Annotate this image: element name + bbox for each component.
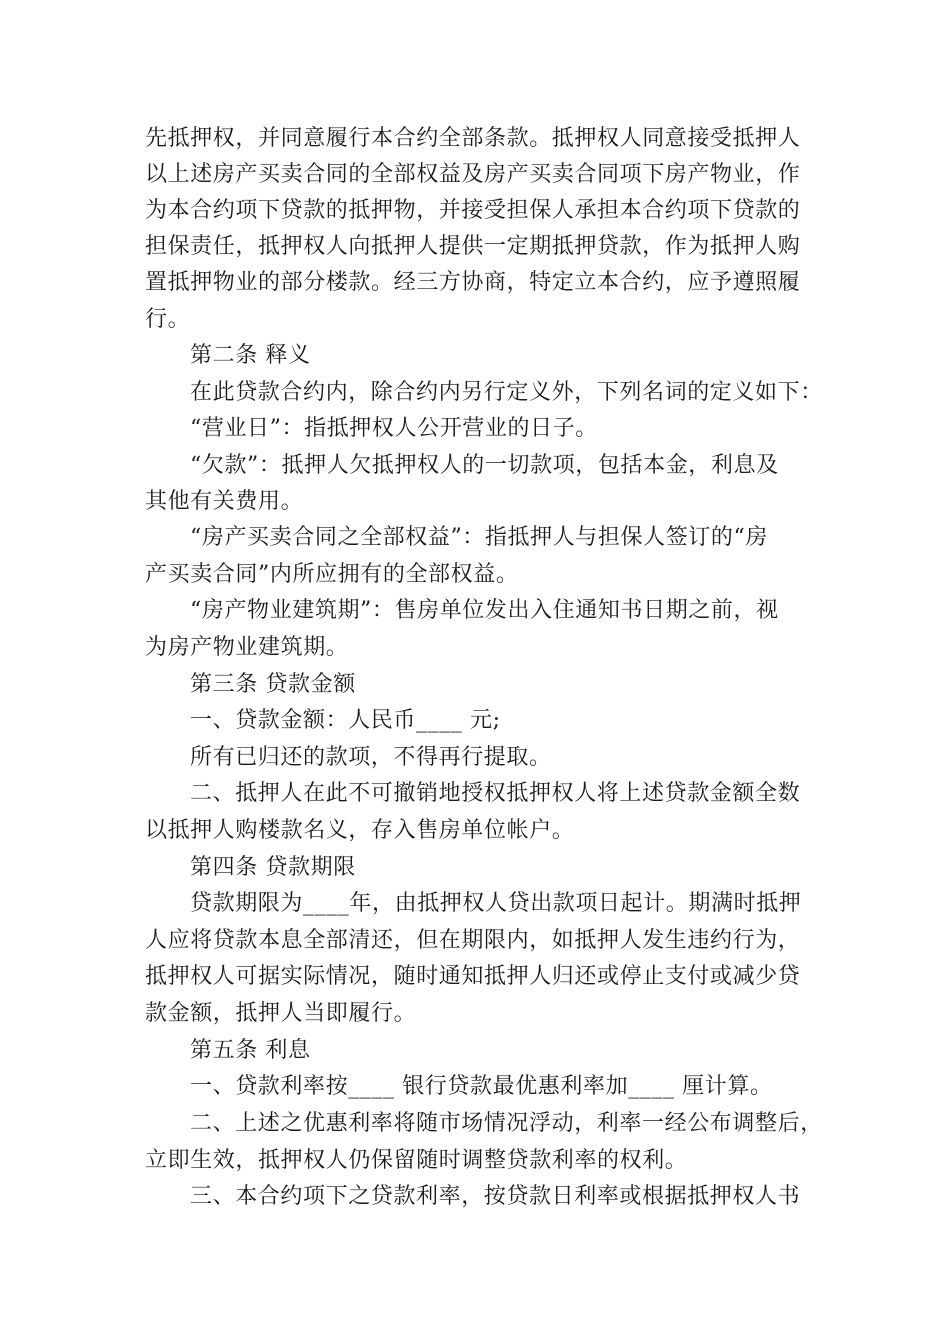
text-line: 一、贷款金额：人民币____ 元;: [190, 708, 501, 733]
text-line: 以抵押人购楼款名义，存入售房单位帐户。: [145, 818, 575, 843]
text-line: 贷款期限为____年，由抵押权人贷出款项日起计。期满时抵押: [190, 891, 802, 916]
text-line: 一、贷款利率按____ 银行贷款最优惠利率加____ 厘计算。: [190, 1074, 773, 1099]
text-line: 其他有关费用。: [145, 489, 304, 514]
text-line: 先抵押权，并同意履行本合约全部条款。抵押权人同意接受抵押人: [145, 126, 801, 151]
text-line: 立即生效，抵押权人仍保留随时调整贷款利率的权利。: [145, 1148, 688, 1173]
definition-line: “欠款”：抵押人欠抵押权人的一切款项，包括本金，利息及: [190, 453, 779, 478]
text-line: 抵押权人可据实际情况，随时通知抵押人归还或停止支付或减少贷: [145, 964, 801, 989]
text-line: 行。: [145, 307, 191, 332]
text-line: 为房产物业建筑期。: [145, 635, 349, 660]
text-line: 在此贷款合约内，除合约内另行定义外，下列名词的定义如下：: [190, 380, 823, 405]
definition-line: “房产物业建筑期”：售房单位发出入住通知书日期之前，视: [190, 598, 779, 623]
text-line: 置抵押物业的部分楼款。经三方协商，特定立本合约，应予遵照履: [145, 270, 801, 295]
text-line: 人应将贷款本息全部清还，但在期限内，如抵押人发生违约行为，: [145, 928, 801, 953]
definition-line: “房产买卖合同之全部权益”：指抵押人与担保人签订的“房: [190, 525, 768, 550]
text-line: 二、上述之优惠利率将随市场情况浮动，利率一经公布调整后，: [190, 1111, 823, 1136]
text-line: 以上述房产买卖合同的全部权益及房产买卖合同项下房产物业，作: [145, 162, 801, 187]
section-heading: 第五条 利息: [190, 1038, 311, 1063]
text-line: 所有已归还的款项，不得再行提取。: [190, 745, 552, 770]
text-line: 产买卖合同”内所应拥有的全部权益。: [145, 562, 519, 587]
section-heading: 第二条 释义: [190, 343, 311, 368]
section-heading: 第三条 贷款金额: [190, 672, 356, 697]
text-line: 三、本合约项下之贷款利率，按贷款日利率或根据抵押权人书: [190, 1184, 801, 1209]
text-line: 担保责任，抵押权人向抵押人提供一定期抵押贷款，作为抵押人购: [145, 234, 801, 259]
section-heading: 第四条 贷款期限: [190, 855, 356, 880]
text-line: 款金额，抵押人当即履行。: [145, 1001, 417, 1026]
text-line: 为本合约项下贷款的抵押物，并接受担保人承担本合约项下贷款的: [145, 198, 801, 223]
text-line: 二、抵押人在此不可撤销地授权抵押权人将上述贷款金额全数: [190, 781, 801, 806]
definition-line: “营业日”：指抵押权人公开营业的日子。: [190, 416, 598, 441]
